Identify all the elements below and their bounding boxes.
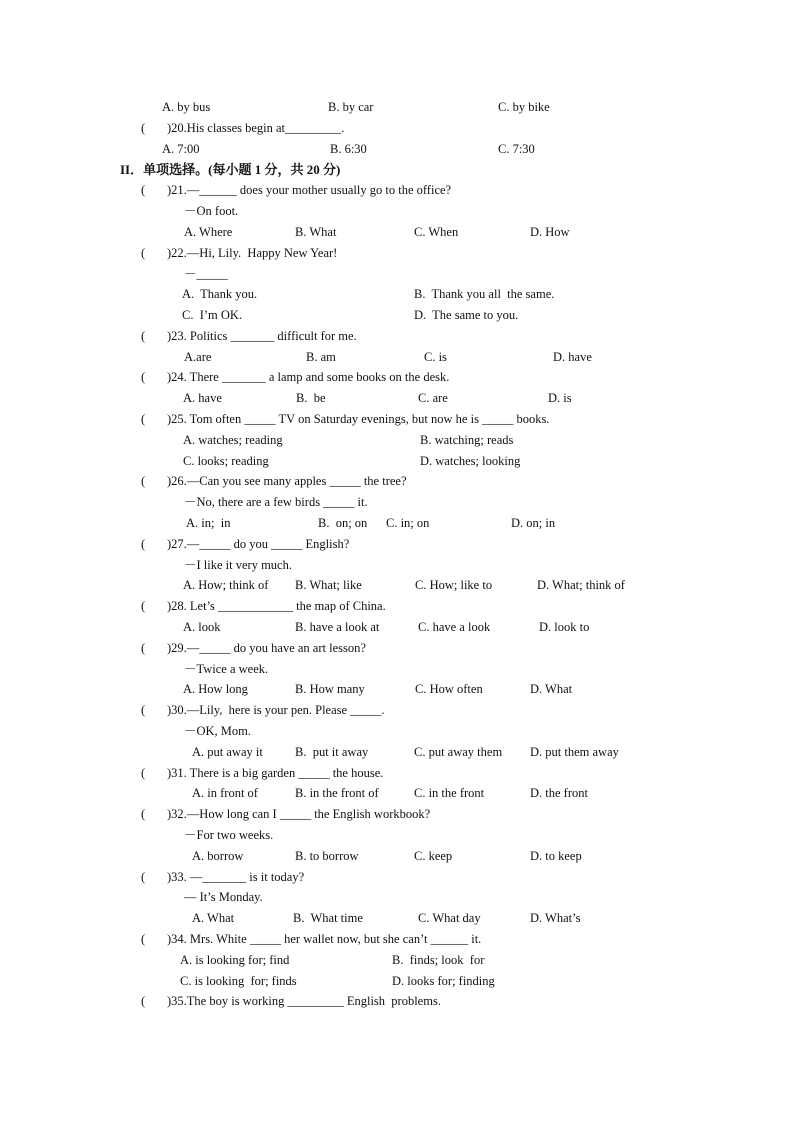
answer-paren: ( [141,183,146,197]
answer-paren: ( [141,932,146,946]
question-stem: )33. —_______ is it today? [167,870,305,884]
option-a: A. Thank you. [182,287,258,301]
option-a: A. in; in [186,516,231,530]
question-stem: )32.—How long can I _____ the English workbook? [167,807,431,821]
option-a: A. watches; reading [183,433,283,447]
answer-paren: ( [141,121,146,135]
dialog-reply: －Twice a week. [184,662,269,676]
option-a: A. in front of [192,786,258,800]
option-c: C. When [414,225,459,239]
q19-option-b: B. by car [328,100,374,114]
option-b: B. am [306,350,336,364]
answer-paren: ( [141,807,146,821]
option-b: B. How many [295,682,365,696]
answer-paren: ( [141,412,146,426]
question-stem: )24. There _______ a lamp and some books on the desk. [167,370,450,384]
q19-option-a: A. by bus [162,100,211,114]
question-stem: )22.—Hi, Lily. Happy New Year! [167,246,338,260]
option-c: C. is looking for; finds [180,974,297,988]
option-c: C. keep [414,849,453,863]
option-c: C. looks; reading [183,454,269,468]
q19-option-c: C. by bike [498,100,550,114]
option-a: A. have [183,391,222,405]
question-stem: )30.—Lily, here is your pen. Please _____. [167,703,385,717]
option-d: D. on; in [511,516,556,530]
dialog-reply: －_____ [184,267,228,281]
q20-option-c: C. 7:30 [498,142,535,156]
option-b: B. What; like [295,578,362,592]
option-a: A. is looking for; find [180,953,290,967]
question-stem: )31. There is a big garden _____ the house. [167,766,384,780]
answer-paren: ( [141,766,146,780]
option-a: A.are [184,350,212,364]
question-stem: )20.His classes begin at_________. [167,121,345,135]
option-b: B. What [295,225,337,239]
option-a: A. look [183,620,221,634]
answer-paren: ( [141,370,146,384]
question-stem: )26.—Can you see many apples _____ the tree? [167,474,407,488]
option-d: D. put them away [530,745,619,759]
option-c: C. I’m OK. [182,308,243,322]
option-a: A. borrow [192,849,244,863]
option-d: D. How [530,225,570,239]
question-stem: )35.The boy is working _________ English problems. [167,994,441,1008]
option-d: D. looks for; finding [392,974,495,988]
question-stem: )25. Tom often _____ TV on Saturday evenings, but now he is _____ books. [167,412,550,426]
dialog-reply: －On foot. [184,204,239,218]
option-b: B. What time [293,911,363,925]
answer-paren: ( [141,703,146,717]
option-d: D. What [530,682,573,696]
question-stem: )29.—_____ do you have an art lesson? [167,641,366,655]
question-stem: )21.—______ does your mother usually go to the office? [167,183,452,197]
option-d: D. watches; looking [420,454,521,468]
dialog-reply: －OK, Mom. [184,724,252,738]
option-d: D. the front [530,786,588,800]
question-stem: )23. Politics _______ difficult for me. [167,329,357,343]
question-stem: )28. Let’s ____________ the map of China. [167,599,386,613]
option-c: C. are [418,391,448,405]
option-c: C. put away them [414,745,503,759]
q20-option-a: A. 7:00 [162,142,200,156]
question-stem: )27.—_____ do you _____ English? [167,537,350,551]
option-c: C. is [424,350,447,364]
option-b: B. to borrow [295,849,359,863]
option-b: B. be [296,391,326,405]
option-c: C. How; like to [415,578,493,592]
answer-paren: ( [141,641,146,655]
answer-paren: ( [141,994,146,1008]
option-a: A. How; think of [183,578,269,592]
option-c: C. in; on [386,516,430,530]
dialog-reply: －I like it very much. [184,558,292,572]
option-d: D. look to [539,620,590,634]
option-d: D. The same to you. [414,308,519,322]
answer-paren: ( [141,537,146,551]
answer-paren: ( [141,474,146,488]
option-d: D. to keep [530,849,582,863]
option-c: C. have a look [418,620,491,634]
section-title: II．单项选择。(每小题 1 分，共 20 分) [120,162,341,177]
option-b: B. finds; look for [392,953,485,967]
option-b: B. put it away [295,745,369,759]
question-stem: )34. Mrs. White _____ her wallet now, but she can’t ______ it. [167,932,482,946]
option-a: A. How long [183,682,248,696]
option-d: D. What’s [530,911,581,925]
answer-paren: ( [141,870,146,884]
option-b: B. watching; reads [420,433,514,447]
dialog-reply: －For two weeks. [184,828,274,842]
answer-paren: ( [141,246,146,260]
option-a: A. Where [184,225,233,239]
option-a: A. put away it [192,745,263,759]
option-d: D. have [553,350,592,364]
option-b: B. in the front of [295,786,379,800]
answer-paren: ( [141,599,146,613]
option-d: D. is [548,391,572,405]
option-d: D. What; think of [537,578,625,592]
option-b: B. Thank you all the same. [414,287,555,301]
q20-option-b: B. 6:30 [330,142,367,156]
dialog-reply: －No, there are a few birds _____ it. [184,495,368,509]
option-b: B. on; on [318,516,368,530]
dialog-reply: — It’s Monday. [184,890,263,904]
option-c: C. What day [418,911,481,925]
option-a: A. What [192,911,235,925]
option-c: C. in the front [414,786,485,800]
option-b: B. have a look at [295,620,380,634]
answer-paren: ( [141,329,146,343]
option-c: C. How often [415,682,483,696]
